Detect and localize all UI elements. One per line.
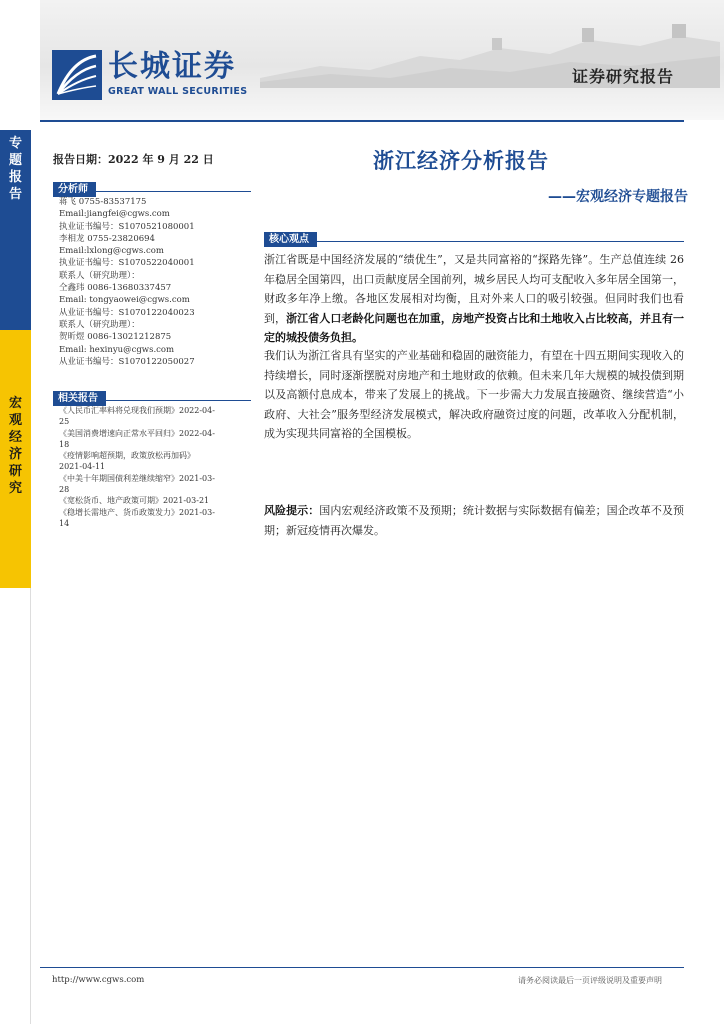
- report-date: 报告日期：2022 年 9 月 22 日: [53, 153, 214, 166]
- related-report-link[interactable]: 《人民币汇率料将兑现我们预期》2022-04- 25: [59, 406, 215, 427]
- company-logo: [52, 50, 262, 102]
- analyst-line: 联系人（研究助理）：: [59, 319, 140, 330]
- core-paragraph-1-text: 浙江省既是中国经济发展的“绩优生”，又是共同富裕的“探路先锋”。生产总值连续 26 年稳居全国第四，出口贡献度居全国前列，城乡居民人均可支配收入多年居全国第一，财政多年净上缴。各地区发展相对均衡，且对外来人口的吸引较强。但同时我们也看到，: [264, 253, 684, 325]
- core-view-section-header: [264, 227, 684, 245]
- side-tab-report-type: 专 题 报 告: [8, 136, 22, 202]
- analyst-email-link[interactable]: Email: tongyaowei@cgws.com: [59, 295, 190, 306]
- footer-disclaimer-note: 请务必阅读最后一页评级说明及重要声明: [518, 976, 662, 985]
- logo-chinese-name: 长城证券: [108, 49, 236, 84]
- side-tab-research-type: 宏 观 经 济 研 究: [8, 396, 22, 496]
- analyst-line: 蒋飞 0755-83537175: [59, 197, 147, 207]
- header-divider: [40, 120, 684, 122]
- analyst-list: [59, 196, 259, 368]
- core-view-heading: 核心观点: [264, 232, 317, 247]
- analyst-line: 李相龙 0755-23820694: [59, 233, 155, 244]
- side-band-white: [0, 588, 31, 1024]
- risk-text: 国内宏观经济政策不及预期；统计数据与实际数据有偏差；国企改革不及预期；新冠疫情再次爆发。: [264, 504, 685, 537]
- analyst-line: 从业证书编号：S1070122050027: [59, 356, 195, 367]
- core-paragraph-2: 我们认为浙江省具有坚实的产业基础和稳固的融资能力，有望在十四五期间实现收入的持续增长，同时逐渐摆脱对房地产和土地财政的依赖。但未来几年大规模的城投债到期以及高额付息成本，带来了发展上的挑战。下一步需大力发展直接融资、继续营造“小政府、大社会”服务型经济发展模式，解决政府融资过度的问题，改革收入分配机制，成为实现共同富裕的全国模板。: [264, 349, 684, 441]
- document-title: 浙江经济分析报告: [373, 149, 549, 173]
- related-report-link[interactable]: 《宽松货币、地产政策可期》2021-03-21: [59, 496, 210, 506]
- related-reports-list: [59, 405, 259, 529]
- analyst-line: 联系人（研究助理）：: [59, 270, 140, 281]
- risk-warning: [264, 501, 684, 540]
- document-subtitle: ——宏观经济专题报告: [548, 189, 688, 205]
- related-report-link[interactable]: 《美国消费增速向正常水平回归》2022-04- 18: [59, 428, 215, 449]
- analyst-line: 执业证书编号：S1070521080001: [59, 221, 195, 232]
- report-type-label: 证券研究报告: [571, 67, 674, 86]
- analyst-line: 执业证书编号：S1070522040001: [59, 258, 195, 269]
- related-heading: 相关报告: [53, 391, 106, 406]
- analyst-line: 从业证书编号：S1070122040023: [59, 307, 195, 318]
- related-report-link[interactable]: 《稳增长需地产、货币政策发力》2021-03- 14: [59, 507, 215, 528]
- core-paragraph-1-emphasis: 浙江省人口老龄化问题也在加重，房地产投资占比和土地收入占比较高，并且有一定的城投债务负担。: [264, 311, 684, 345]
- related-report-link[interactable]: 《疫情影响超预期，政策放松再加码》 2021-04-11: [59, 451, 195, 472]
- related-section-header: [53, 386, 251, 404]
- footer-website-link[interactable]: http://www.cgws.com: [52, 975, 145, 985]
- analyst-email-link[interactable]: Email:lxlong@cgws.com: [59, 246, 164, 257]
- core-paragraph-1: [264, 250, 684, 348]
- analyst-email-link[interactable]: Email: hexinyu@cgws.com: [59, 344, 175, 355]
- logo-english-name: GREAT WALL SECURITIES: [108, 86, 248, 97]
- analyst-email-link[interactable]: Email:jiangfei@cgws.com: [59, 209, 170, 220]
- risk-label: 风险提示：: [264, 504, 320, 517]
- related-report-link[interactable]: 《中美十年期国债利差继续缩窄》2021-03- 28: [59, 473, 215, 495]
- analyst-heading: 分析师: [53, 182, 96, 197]
- analyst-line: 仝鑫玮 0086-13680337457: [59, 283, 172, 294]
- analyst-section-header: [53, 177, 251, 195]
- analyst-line: 贺昕煜 0086-13021212875: [59, 332, 172, 343]
- footer-divider: [40, 967, 684, 968]
- logo-mark-icon: [52, 50, 102, 100]
